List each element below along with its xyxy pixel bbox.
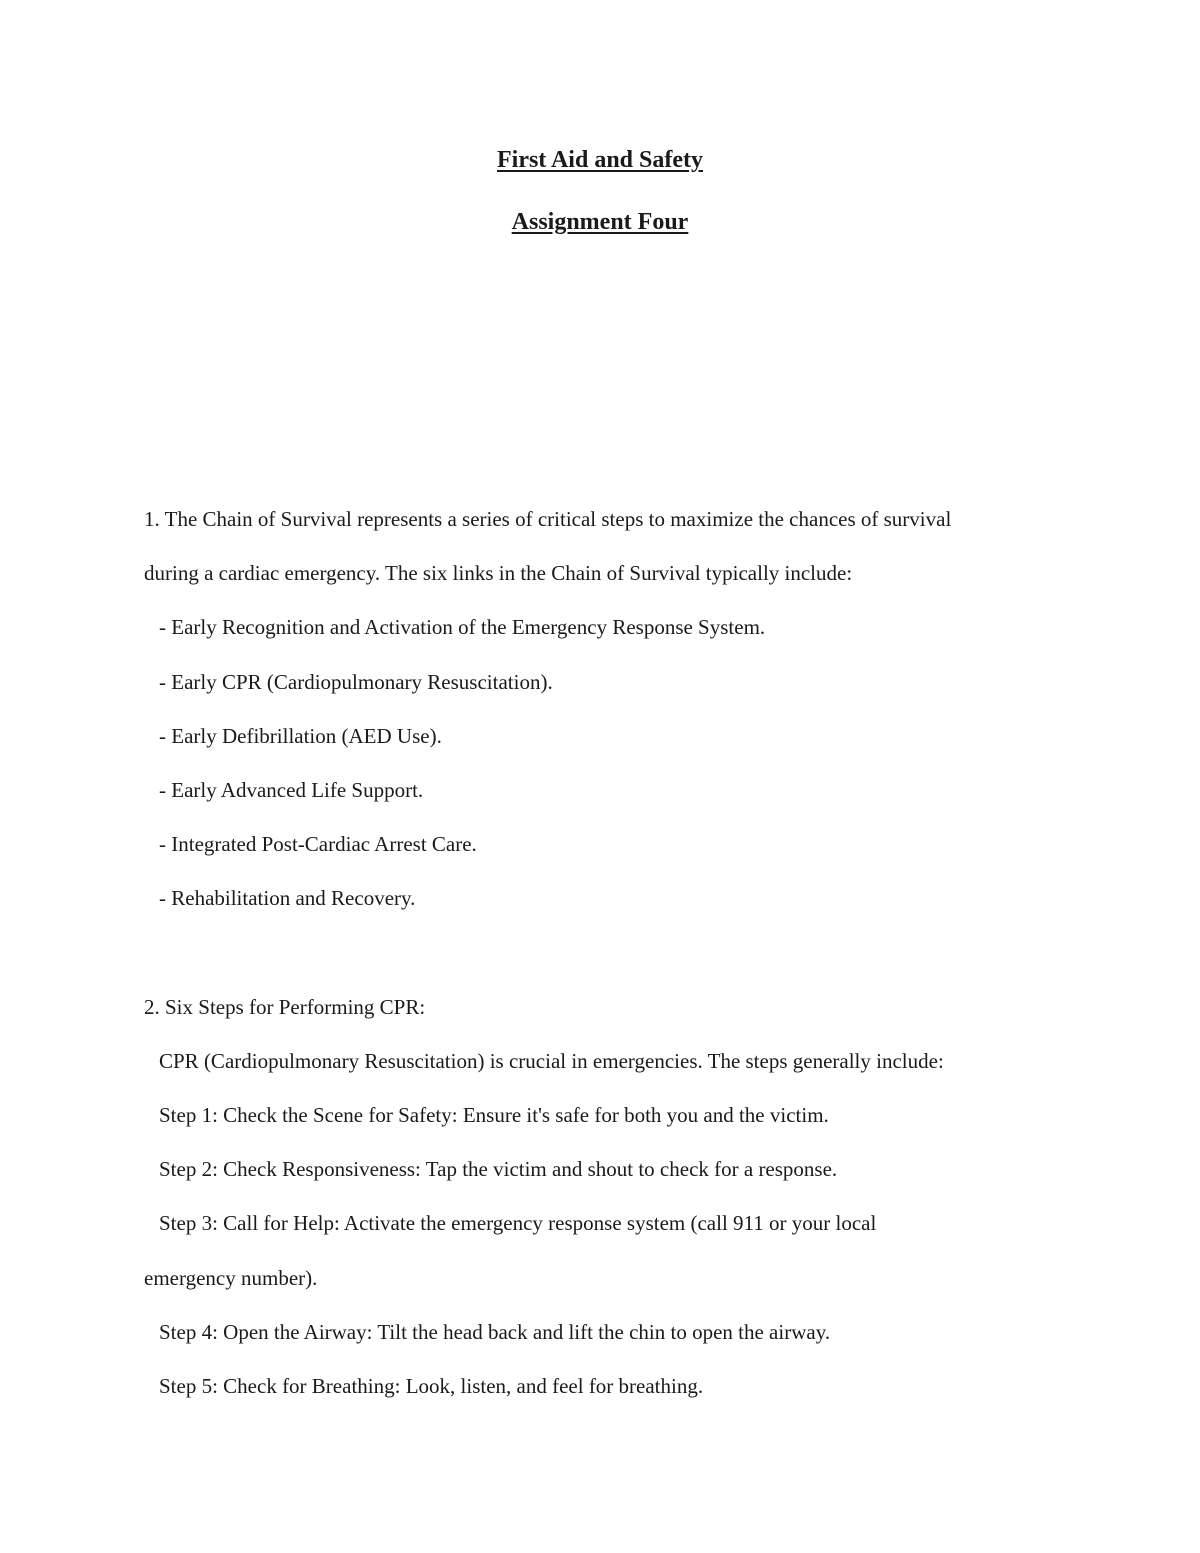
- cpr-step-3-continuation: emergency number).: [144, 1265, 318, 1290]
- cpr-step-3: Step 3: Call for Help: Activate the emergency response system (call 911 or your local: [159, 1211, 877, 1236]
- document-subtitle: Assignment Four: [511, 209, 689, 235]
- chain-link-1: - Early Recognition and Activation of the Emergency Response System.: [159, 615, 766, 640]
- cpr-step-1: Step 1: Check the Scene for Safety: Ensure it's safe for both you and the victim.: [159, 1103, 829, 1128]
- chain-link-6: - Rehabilitation and Recovery.: [159, 886, 416, 911]
- chain-link-4: - Early Advanced Life Support.: [159, 777, 424, 802]
- cpr-step-4: Step 4: Open the Airway: Tilt the head back and lift the chin to open the airway.: [159, 1319, 831, 1344]
- section2-heading: 2. Six Steps for Performing CPR:: [144, 994, 426, 1019]
- document-title: First Aid and Safety: [496, 147, 703, 173]
- section1-intro-line2: during a cardiac emergency. The six links in the Chain of Survival typically include:: [144, 561, 853, 586]
- cpr-step-5: Step 5: Check for Breathing: Look, listen, and feel for breathing.: [159, 1374, 704, 1398]
- section2-intro: CPR (Cardiopulmonary Resuscitation) is crucial in emergencies. The steps generally include:: [159, 1048, 944, 1073]
- section1-intro-line1: 1. The Chain of Survival represents a series of critical steps to maximize the chances of survival: [144, 507, 952, 531]
- chain-link-2: - Early CPR (Cardiopulmonary Resuscitation).: [159, 669, 553, 694]
- document-body: [144, 492, 1074, 1413]
- chain-link-3: - Early Defibrillation (AED Use).: [159, 723, 442, 748]
- blank-line: [144, 926, 1074, 980]
- chain-link-5: - Integrated Post-Cardiac Arrest Care.: [159, 832, 477, 857]
- cpr-step-2: Step 2: Check Responsiveness: Tap the victim and shout to check for a response.: [159, 1157, 838, 1182]
